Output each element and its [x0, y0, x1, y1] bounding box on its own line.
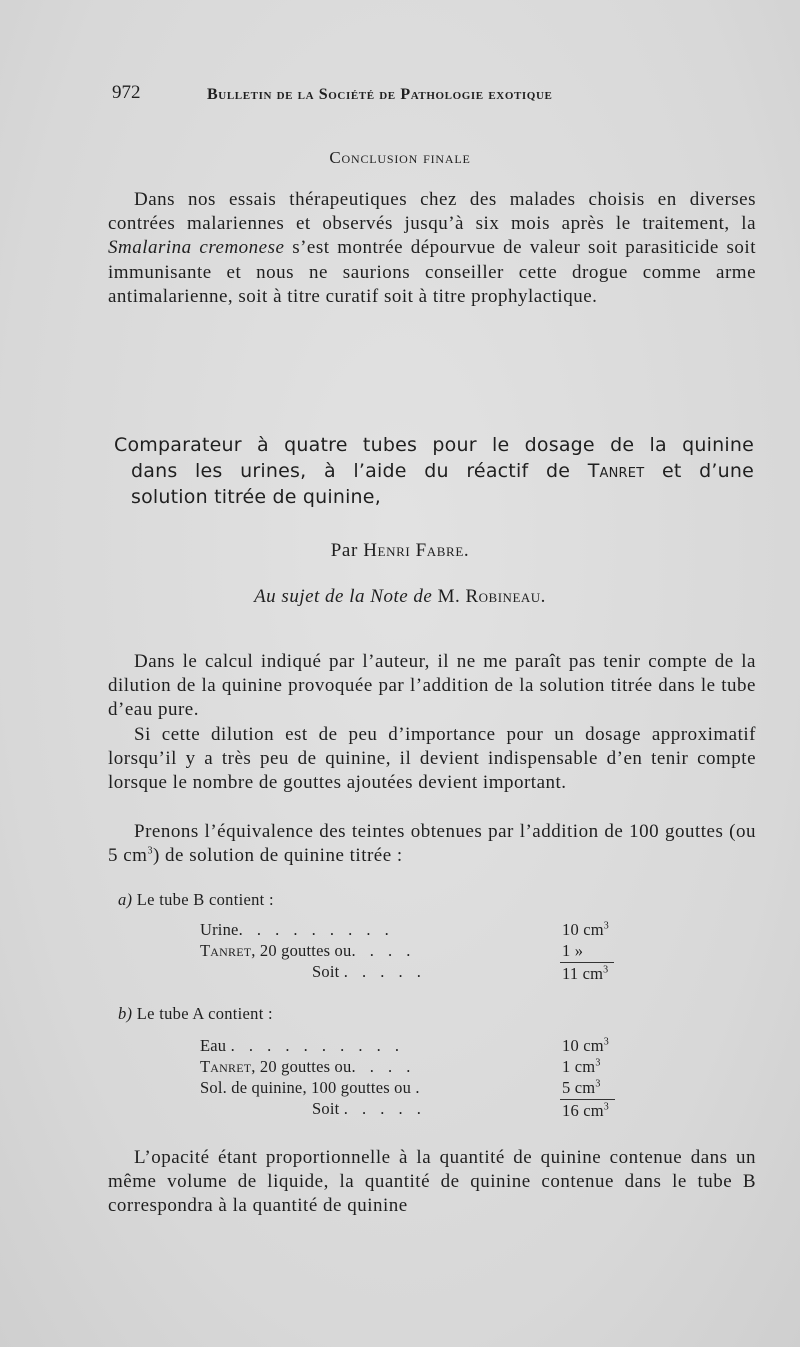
row-label-text: Eau	[200, 1036, 227, 1055]
title-line-2-end: et d’une	[644, 460, 754, 482]
row-label-text: Urine	[200, 920, 239, 939]
leader-dots: . . . . . . . . .	[238, 920, 394, 939]
tanret-name: Tanret	[587, 460, 645, 482]
calc-row-label	[200, 1078, 425, 1098]
article-title	[114, 432, 754, 510]
superscript: 3	[603, 920, 609, 932]
calc-row	[200, 1036, 640, 1057]
leader-dots: . . . . . . . . . .	[230, 1036, 404, 1055]
page-number: 972	[112, 82, 141, 103]
author-byline	[0, 540, 800, 562]
total-value-text: 16 cm	[562, 1101, 604, 1120]
tanret-name: Tanret	[200, 1057, 252, 1076]
superscript: 3	[595, 1057, 601, 1069]
leader-dots: . . . .	[351, 1057, 416, 1076]
calc-row-value	[562, 941, 583, 961]
tube-b-label	[118, 890, 274, 910]
calc-total-value	[560, 962, 614, 984]
total-label-text: Soit	[312, 962, 340, 981]
total-value-text: 11 cm	[562, 964, 604, 983]
row-label-text: Sol. de quinine, 100 gouttes ou	[200, 1078, 412, 1097]
calc-row-value	[562, 920, 609, 940]
tube-b-text: Le tube B contient :	[132, 890, 274, 909]
conclusion-paragraph	[108, 188, 756, 309]
body-paragraph-2: Si cette dilution est de peu d’importance pour un dosage approximatif lorsqu’il y a très peu de quinine, il devient indispensable d’en tenir compte lorsque le nombre de gouttes ajoutées devient important.	[108, 724, 756, 794]
superscript: 3	[603, 1101, 609, 1113]
row-value-text: 5 cm	[562, 1078, 596, 1097]
conclusion-text-end: s’est montrée dépourvue de valeur soit parasiticide soit immunisante et nous ne saurions conseiller cette drogue comme arme antimalarienne, soit à titre curatif soit à titre prophylactique.	[108, 237, 756, 307]
section-title: Conclusion finale	[329, 148, 471, 167]
note-reference	[0, 586, 800, 608]
article-title-line-1: Comparateur à quatre tubes pour le dosage de la quinine	[114, 434, 754, 456]
tube-a-text: Le tube A contient :	[132, 1004, 273, 1023]
calc-row-label	[312, 1099, 426, 1119]
note-reference-m: M.	[432, 586, 466, 607]
row-label-text: , 20 gouttes ou	[251, 1057, 352, 1076]
row-label-text: , 20 gouttes ou	[251, 941, 352, 960]
running-title: Bulletin de la Société de Pathologie exotique	[207, 86, 553, 103]
tube-a-label	[118, 1004, 273, 1024]
article-title-line-3: solution titrée de quinine,	[131, 486, 381, 508]
byline-prefix: Par	[330, 540, 364, 561]
calc-row-value	[562, 1057, 601, 1077]
calc-total-row	[200, 1099, 640, 1120]
calc-row-label	[200, 1036, 404, 1056]
calc-total-row	[200, 962, 640, 983]
calc-row-label	[200, 920, 394, 940]
leader-dots: .	[415, 1078, 425, 1097]
author-name: Henri Fabre	[363, 540, 464, 561]
tube-a-letter: b)	[118, 1004, 133, 1023]
leader-dots: . . . .	[351, 941, 416, 960]
calc-row-value	[562, 1036, 609, 1056]
article-title-line-2	[114, 458, 754, 484]
row-value-text: 10 cm	[562, 1036, 604, 1055]
paragraph-3-end: ) de solution de quinine titrée :	[152, 845, 403, 867]
calc-row-label	[312, 962, 426, 982]
body-paragraph-1: Dans le calcul indiqué par l’auteur, il ne me paraît pas tenir compte de la dilution de la quinine provoquée par l’addition de la solution titrée dans le tube d’eau pure.	[108, 651, 756, 721]
superscript: 3	[595, 1078, 601, 1090]
calc-row-label	[200, 1057, 415, 1077]
total-label-text: Soit	[312, 1099, 340, 1118]
note-reference-emph: Au sujet de la Note de	[254, 586, 433, 607]
note-reference-name: Robineau	[465, 586, 541, 607]
paragraph-3-start: Prenons l’équivalence des teintes obtenues par l’addition de 100 gouttes (ou 5 cm	[108, 821, 756, 867]
species-name: Smalarina cremonese	[108, 237, 285, 259]
row-value-text: 1 cm	[562, 1057, 596, 1076]
calc-row	[200, 1057, 640, 1078]
title-line-2-start: dans les urines, à l’aide du réactif de	[131, 460, 588, 482]
calc-total-value	[560, 1099, 615, 1121]
calc-row	[200, 920, 640, 941]
note-reference-end: .	[540, 586, 546, 607]
byline-suffix: .	[463, 540, 470, 561]
leader-dots: . . . . .	[343, 962, 426, 981]
calc-row	[200, 941, 640, 962]
tanret-name: Tanret	[200, 941, 252, 960]
superscript: 3	[147, 845, 153, 857]
superscript: 3	[603, 964, 609, 976]
row-value-text: 1 »	[562, 941, 584, 960]
calc-row	[200, 1078, 640, 1099]
leader-dots: . . . . .	[343, 1099, 426, 1118]
superscript: 3	[603, 1036, 609, 1048]
calc-row-value	[562, 1078, 601, 1098]
tube-b-calculation	[200, 920, 640, 983]
body-paragraph-3	[108, 820, 756, 868]
row-value-text: 10 cm	[562, 920, 604, 939]
conclusion-text-start: Dans nos essais thérapeutiques chez des malades choisis en diverses contrées malariennes et observés jusqu’à six mois après le traitement, la	[108, 189, 756, 235]
tube-b-letter: a)	[118, 890, 133, 909]
tube-a-calculation	[200, 1036, 640, 1120]
body-paragraph-4: L’opacité étant proportionnelle à la quantité de quinine contenue dans un même volume de liquide, la quantité de quinine contenue dans le tube B correspondra à la quantité de quinine	[108, 1147, 756, 1217]
calc-row-label	[200, 941, 415, 961]
page-header	[112, 82, 752, 112]
